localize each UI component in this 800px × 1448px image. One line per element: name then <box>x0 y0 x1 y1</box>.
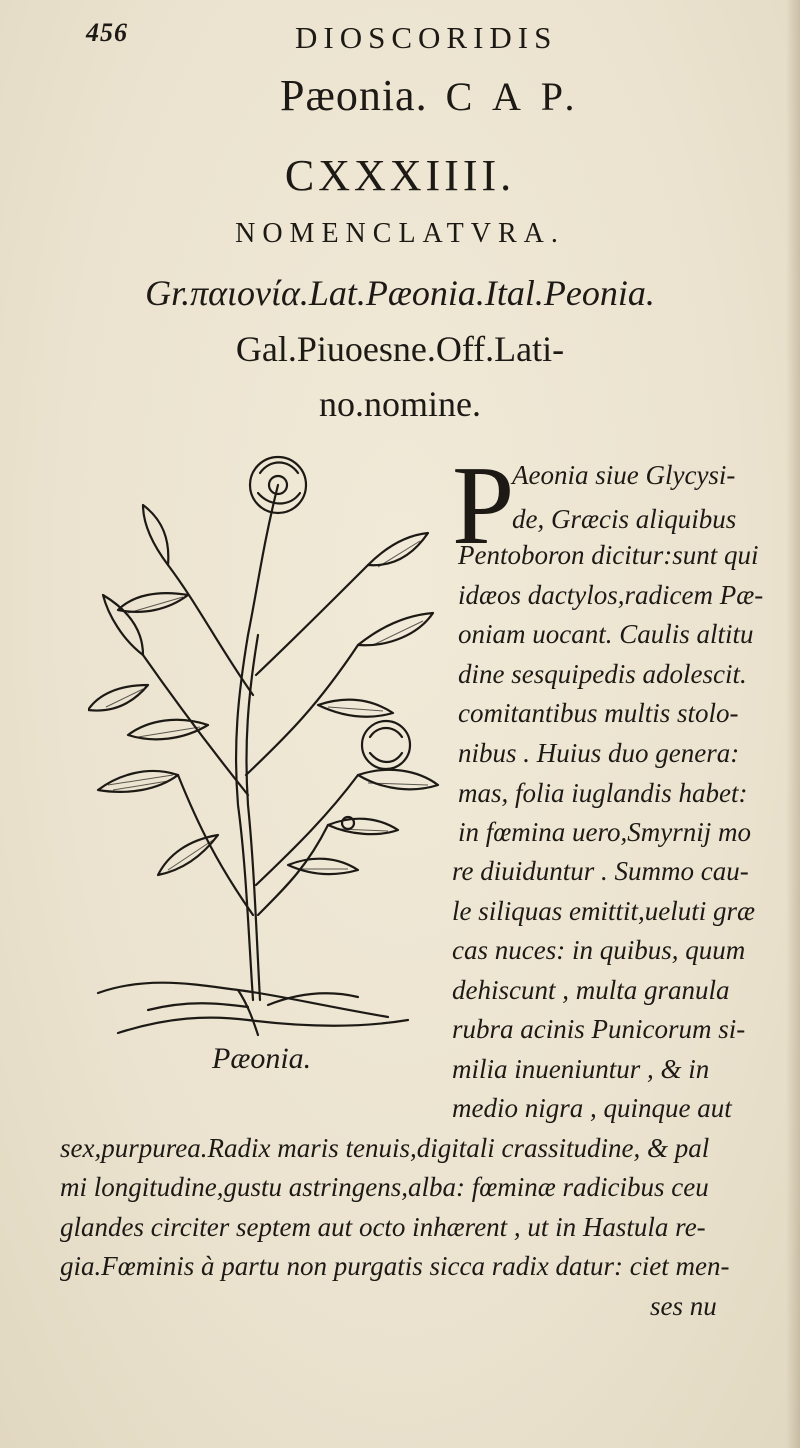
body-text-line: re diuiduntur . Summo cau- <box>452 856 749 886</box>
body-text-line: Pentoboron dicitur:sunt qui <box>458 540 759 570</box>
body-text-line: cas nuces: in quibus, quum <box>452 935 746 965</box>
body-text-line: glandes circiter septem aut octo inhærent , ut in Hastula re- <box>60 1212 706 1242</box>
body-text-line: dine sesquipedis adolescit. <box>458 659 747 689</box>
running-head: DIOSCORIDIS <box>295 20 558 55</box>
body-text-line: comitantibus multis stolo- <box>458 698 739 728</box>
section-heading: NOMENCLATVRA. <box>235 218 565 249</box>
nomenclature-line: Gr.παιονία.Lat.Pæonia.Ital.Peonia. <box>145 273 655 313</box>
body-text-line: nibus . Huius duo genera: <box>458 738 740 768</box>
body-text-line: mas, folia iuglandis habet: <box>458 778 748 808</box>
cap-label: C A P. <box>445 74 581 119</box>
body-text-line: oniam uocant. Caulis altitu <box>458 619 754 649</box>
nomenclature-line: Gal.Piuoesne.Off.Lati- <box>235 329 565 369</box>
body-text-line: rubra acinis Punicorum si- <box>452 1014 746 1044</box>
page-number: 456 <box>86 18 128 47</box>
body-text-line: medio nigra , quinque aut <box>452 1093 732 1123</box>
body-text-line: mi longitudine,gustu astringens,alba: fœminæ radicibus ceu <box>60 1172 709 1202</box>
body-text-line: in fœmina uero,Smyrnij mo <box>458 817 751 847</box>
body-text-line: gia.Fœminis à partu non purgatis sicca radix datur: ciet men- <box>60 1251 730 1281</box>
body-text-line: le siliquas emittit,ueluti græ <box>452 896 755 926</box>
peony-illustration <box>88 445 448 1045</box>
plant-name: Pæonia. <box>280 71 428 120</box>
chapter-title <box>280 70 620 121</box>
body-text-line: milia inueniuntur , & in <box>452 1054 710 1084</box>
body-text-line: sex,purpurea.Radix maris tenuis,digitali crassitudine, & pal <box>60 1133 710 1163</box>
body-text-line: ses nu <box>650 1291 717 1321</box>
body-text-line: de, Græcis aliquibus <box>512 504 737 534</box>
drop-cap: P <box>452 444 515 568</box>
body-text-line: dehiscunt , multa granula <box>452 975 730 1005</box>
figure-caption: Pæonia. <box>212 1042 312 1075</box>
body-text-line: Aeonia siue Glycysi- <box>512 460 736 490</box>
body-text-line: idæos dactylos,radicem Pæ- <box>458 580 764 610</box>
nomenclature-line: no.nomine. <box>319 384 481 424</box>
chapter-numeral: CXXXIIII. <box>284 151 516 200</box>
